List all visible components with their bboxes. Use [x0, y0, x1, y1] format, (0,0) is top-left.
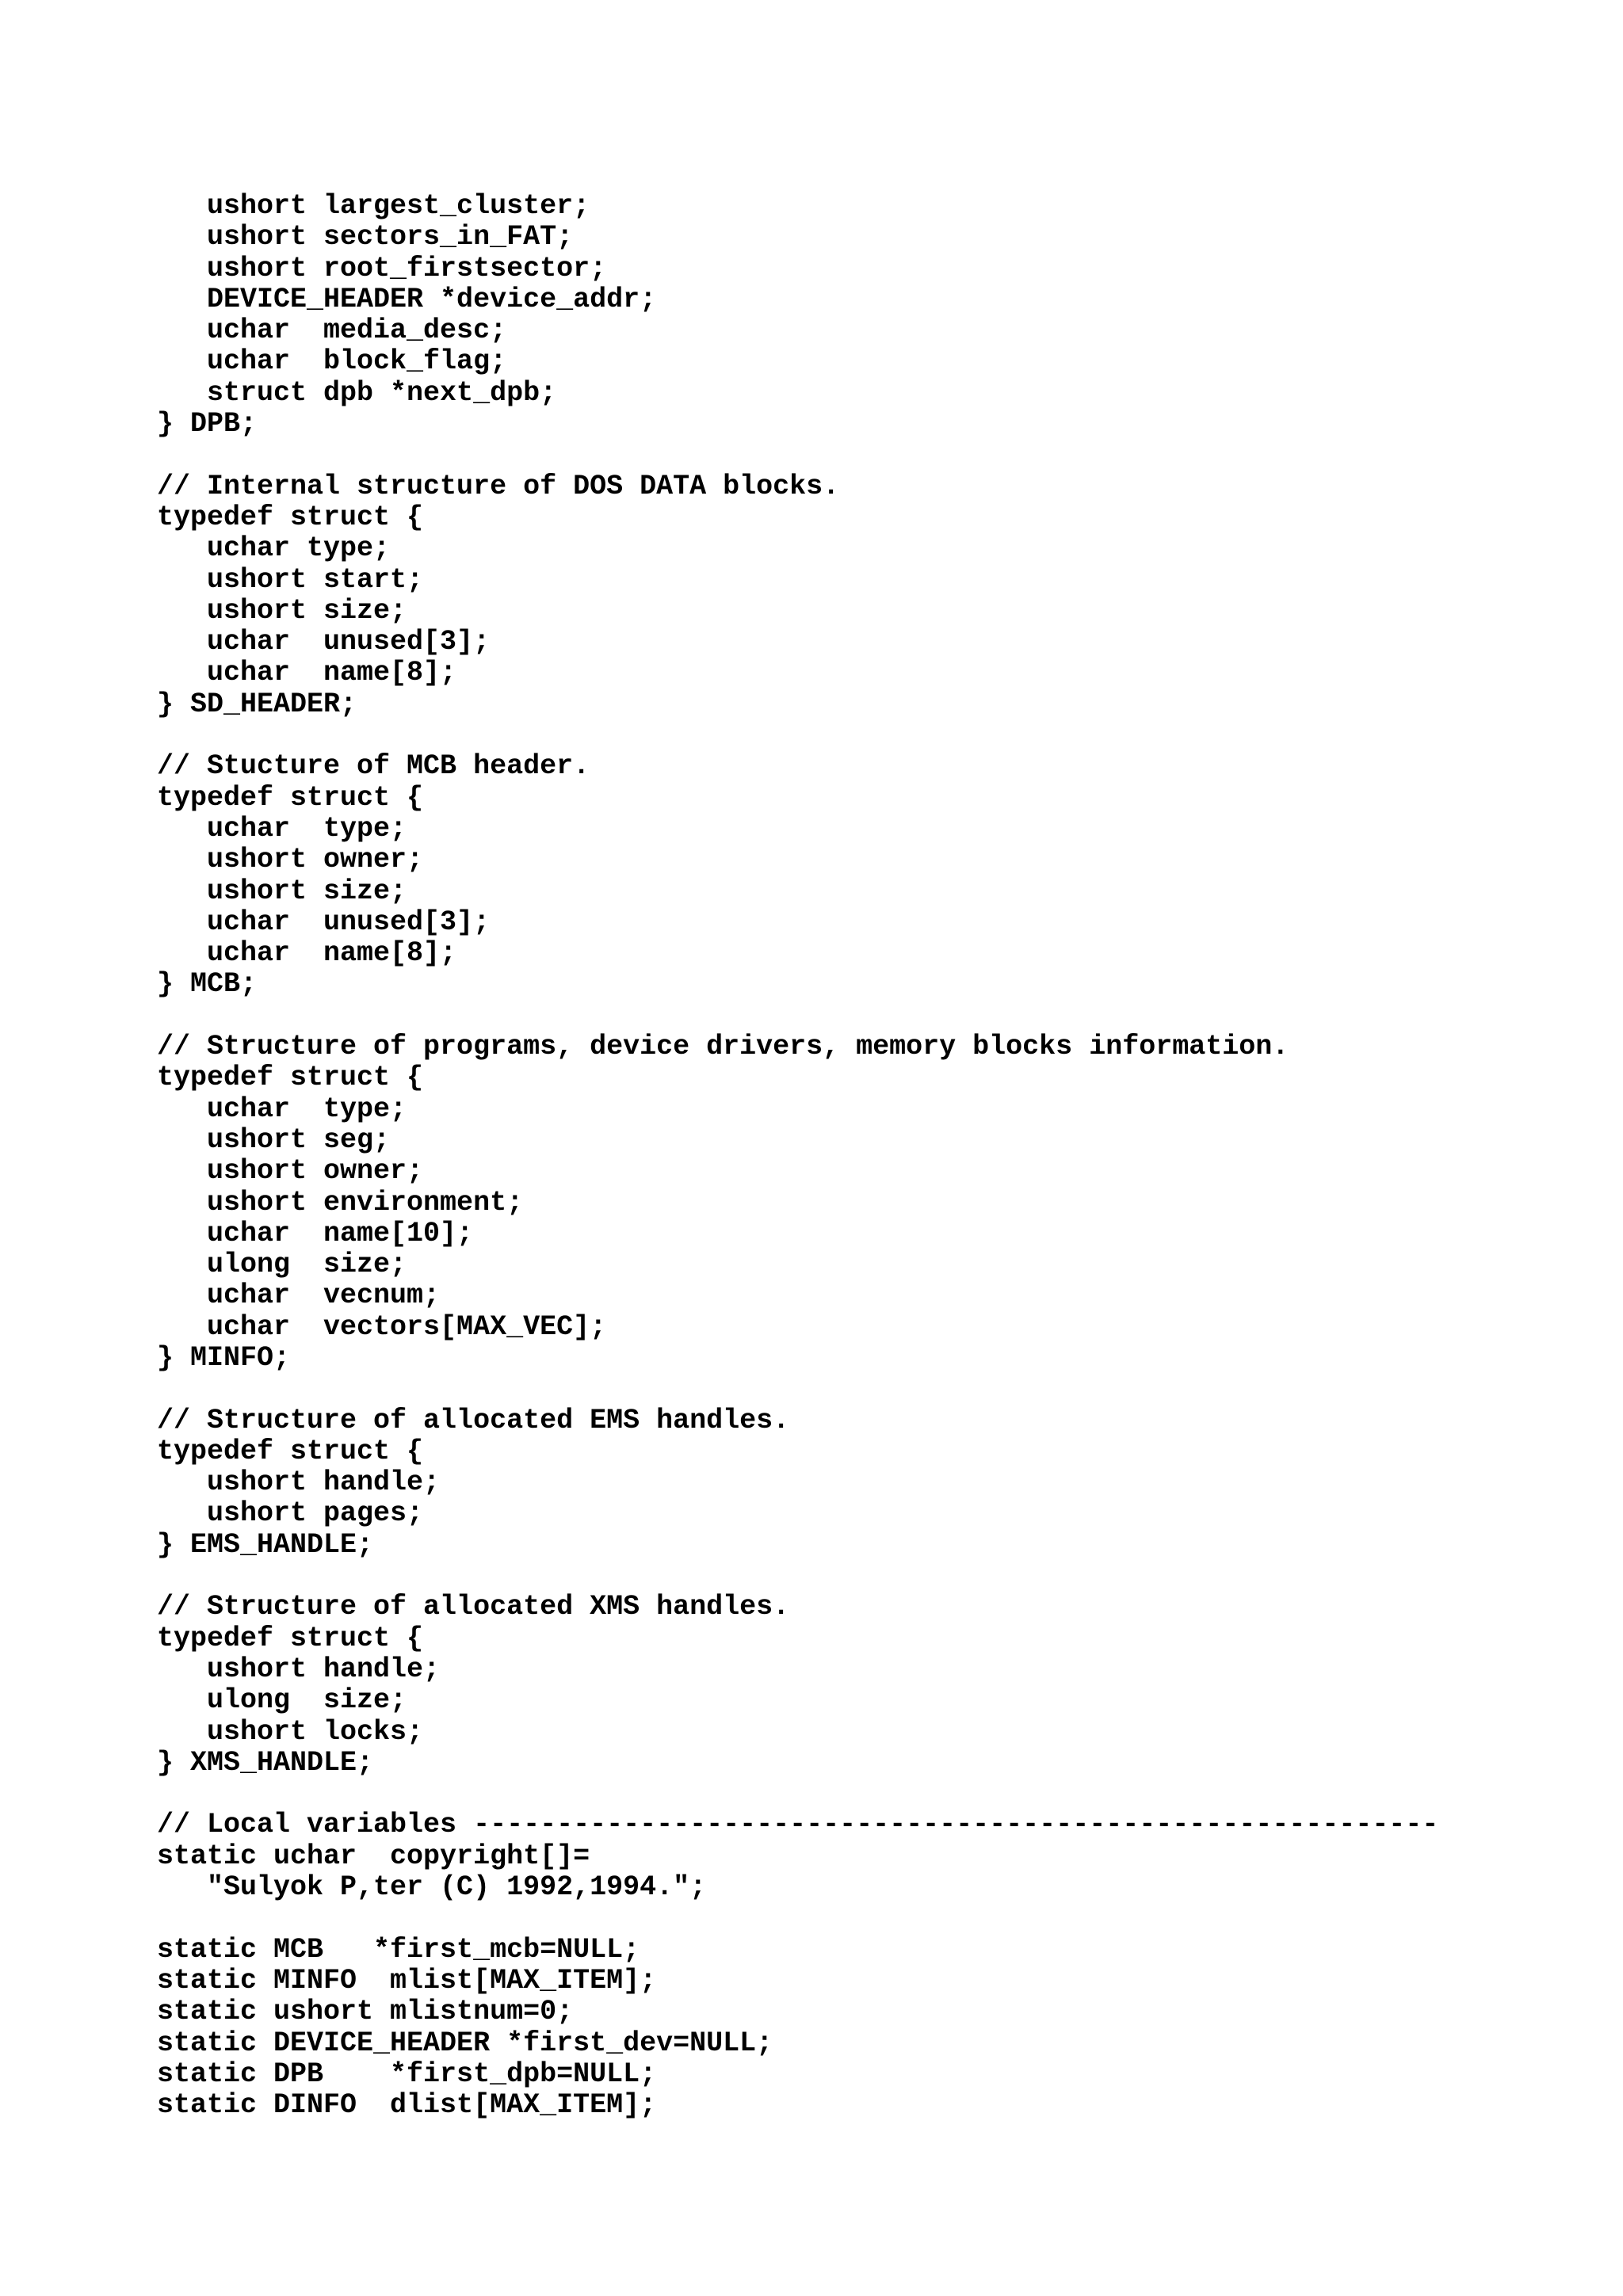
code-line: ushort sectors_in_FAT;: [157, 221, 574, 254]
code-line: // Structure of programs, device drivers, memory blocks information.: [157, 1031, 1289, 1063]
code-line: ushort root_firstsector;: [157, 252, 607, 284]
code-line: ushort locks;: [157, 1715, 424, 1748]
code-line: uchar unused[3];: [157, 626, 491, 658]
code-line: } MCB;: [157, 968, 258, 1001]
code-line: // Local variables ----------------------------------------------------------: [157, 1809, 1439, 1841]
code-line: static DEVICE_HEADER *first_dev=NULL;: [157, 2027, 773, 2059]
code-line: uchar type;: [157, 532, 391, 565]
code-line: ushort start;: [157, 563, 424, 596]
code-line: static MCB *first_mcb=NULL;: [157, 1933, 640, 1966]
code-line: } EMS_HANDLE;: [157, 1528, 374, 1561]
code-line: "Sulyok P,ter (C) 1992,1994.";: [157, 1871, 707, 1904]
code-line: static DPB *first_dpb=NULL;: [157, 2058, 657, 2090]
code-line: typedef struct {: [157, 501, 424, 533]
code-line: static ushort mlistnum=0;: [157, 1996, 574, 2028]
code-listing: [157, 191, 1438, 2121]
code-line: } XMS_HANDLE;: [157, 1746, 374, 1779]
code-line: [157, 1561, 1438, 1592]
code-line: ushort largest_cluster;: [157, 190, 590, 222]
code-line: // Structure of allocated EMS handles.: [157, 1404, 790, 1436]
code-line: typedef struct {: [157, 781, 424, 814]
code-line: uchar vectors[MAX_VEC];: [157, 1310, 607, 1343]
code-line: uchar type;: [157, 812, 407, 845]
code-line: } DPB;: [157, 408, 258, 441]
code-line: ushort size;: [157, 594, 407, 627]
code-line: struct dpb *next_dpb;: [157, 376, 557, 409]
code-line: uchar vecnum;: [157, 1280, 441, 1312]
code-line: ushort environment;: [157, 1186, 524, 1219]
code-line: // Stucture of MCB header.: [157, 750, 590, 783]
code-line: [157, 720, 1438, 751]
code-line: static uchar copyright[]=: [157, 1840, 590, 1872]
code-line: // Structure of allocated XMS handles.: [157, 1591, 790, 1623]
code-line: [157, 1001, 1438, 1032]
code-line: uchar media_desc;: [157, 315, 507, 347]
code-line: } SD_HEADER;: [157, 688, 357, 720]
code-line: uchar block_flag;: [157, 345, 507, 378]
code-line: [157, 1903, 1438, 1934]
code-line: typedef struct {: [157, 1062, 424, 1094]
code-line: // Internal structure of DOS DATA blocks.: [157, 470, 840, 502]
code-line: typedef struct {: [157, 1622, 424, 1654]
code-line: typedef struct {: [157, 1435, 424, 1467]
code-line: uchar type;: [157, 1093, 407, 1125]
code-line: ushort owner;: [157, 844, 424, 876]
code-line: [157, 440, 1438, 471]
code-line: static MINFO mlist[MAX_ITEM];: [157, 1964, 657, 1997]
code-line: [157, 1374, 1438, 1405]
code-line: ushort handle;: [157, 1653, 441, 1685]
code-line: uchar name[8];: [157, 937, 457, 970]
code-line: uchar name[8];: [157, 657, 457, 689]
code-line: ulong size;: [157, 1684, 407, 1717]
code-line: [157, 1779, 1438, 1810]
code-line: ushort owner;: [157, 1155, 424, 1188]
code-line: ushort pages;: [157, 1497, 424, 1530]
code-line: static DINFO dlist[MAX_ITEM];: [157, 2089, 657, 2122]
code-line: uchar name[10];: [157, 1217, 474, 1249]
code-line: } MINFO;: [157, 1341, 291, 1374]
code-line: ushort seg;: [157, 1123, 391, 1156]
code-line: uchar unused[3];: [157, 906, 491, 938]
code-line: ushort size;: [157, 875, 407, 907]
code-line: DEVICE_HEADER *device_addr;: [157, 283, 657, 315]
code-line: ulong size;: [157, 1249, 407, 1281]
code-line: ushort handle;: [157, 1466, 441, 1499]
